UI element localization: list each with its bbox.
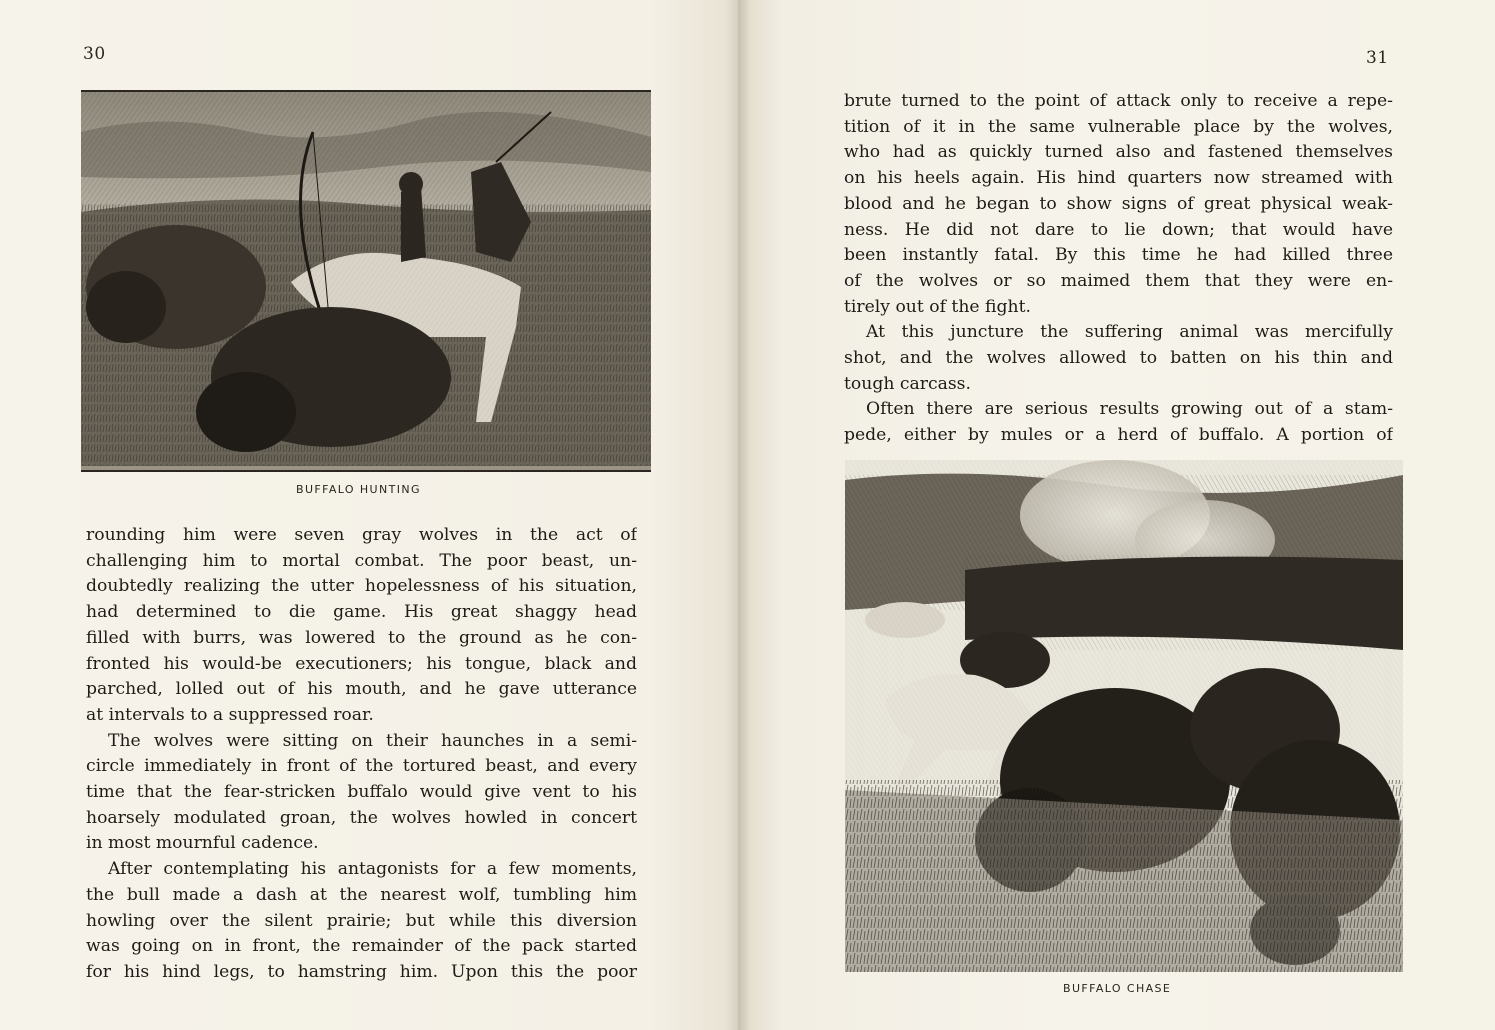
text-line: parched, lolled out of his mouth, and he gave utterance (86, 679, 637, 700)
text-line: time that the fear-stricken buffalo would give vent to his (86, 782, 637, 803)
text-line: At this juncture the suffering animal was mercifully (866, 322, 1393, 343)
left-page (0, 0, 738, 1030)
right-page (738, 0, 1495, 1030)
text-line: circle immediately in front of the tortured beast, and every (86, 756, 637, 777)
left-page-number: 30 (83, 44, 106, 64)
text-line: was going on in front, the remainder of the pack started (86, 936, 637, 957)
text-line: at intervals to a suppressed roar. (86, 704, 374, 725)
text-line: fronted his would-be executioners; his tongue, black and (86, 653, 637, 674)
text-line: pede, either by mules or a herd of buffalo. A portion of (844, 425, 1393, 446)
engraving-hunting (81, 92, 651, 466)
text-line: who had as quickly turned also and fastened themselves (844, 142, 1393, 163)
text-line: filled with burrs, was lowered to the ground as he con- (86, 627, 637, 648)
text-line: hoarsely modulated groan, the wolves howled in concert (86, 807, 637, 828)
text-line: brute turned to the point of attack only to receive a repe- (844, 91, 1393, 111)
text-line: shot, and the wolves allowed to batten on his thin and (844, 348, 1393, 369)
text-line: rounding him were seven gray wolves in the act of (86, 525, 637, 545)
text-line: the bull made a dash at the nearest wolf, tumbling him (86, 884, 637, 905)
text-line: of the wolves or so maimed them that they were en- (844, 270, 1393, 291)
text-line: tirely out of the fight. (844, 296, 1031, 317)
text-line: howling over the silent prairie; but while this diversion (86, 910, 637, 931)
text-line: doubtedly realizing the utter hopelessness of his situation, (86, 576, 637, 597)
text-line: Often there are serious results growing out of a stam- (866, 399, 1393, 420)
engraving-chase (845, 460, 1403, 972)
figure-caption-buffalo-chase: BUFFALO CHASE (1063, 982, 1172, 995)
text-line: challenging him to mortal combat. The poor beast, un- (86, 550, 637, 571)
left-page-body (86, 523, 637, 986)
text-line: for his hind legs, to hamstring him. Upon this the poor (86, 961, 637, 982)
text-line: tough carcass. (844, 373, 971, 394)
figure-caption-buffalo-hunting: BUFFALO HUNTING (296, 483, 421, 496)
text-line: had determined to die game. His great shaggy head (86, 602, 637, 623)
text-line: ness. He did not dare to lie down; that would have (844, 219, 1393, 240)
right-page-number: 31 (1366, 48, 1389, 68)
buffalo-chase-illustration (845, 460, 1403, 972)
text-line: been instantly fatal. By this time he had killed three (844, 245, 1393, 266)
text-line: The wolves were sitting on their haunches in a semi- (108, 730, 637, 751)
text-line: blood and he began to show signs of great physical weak- (844, 193, 1393, 214)
text-line: in most mournful cadence. (86, 833, 319, 854)
text-line: After contemplating his antagonists for a few moments, (108, 859, 637, 880)
right-page-body (844, 89, 1393, 449)
buffalo-hunting-illustration (81, 90, 651, 472)
text-line: tition of it in the same vulnerable place by the wolves, (844, 116, 1393, 137)
text-line: on his heels again. His hind quarters now streamed with (844, 168, 1393, 189)
